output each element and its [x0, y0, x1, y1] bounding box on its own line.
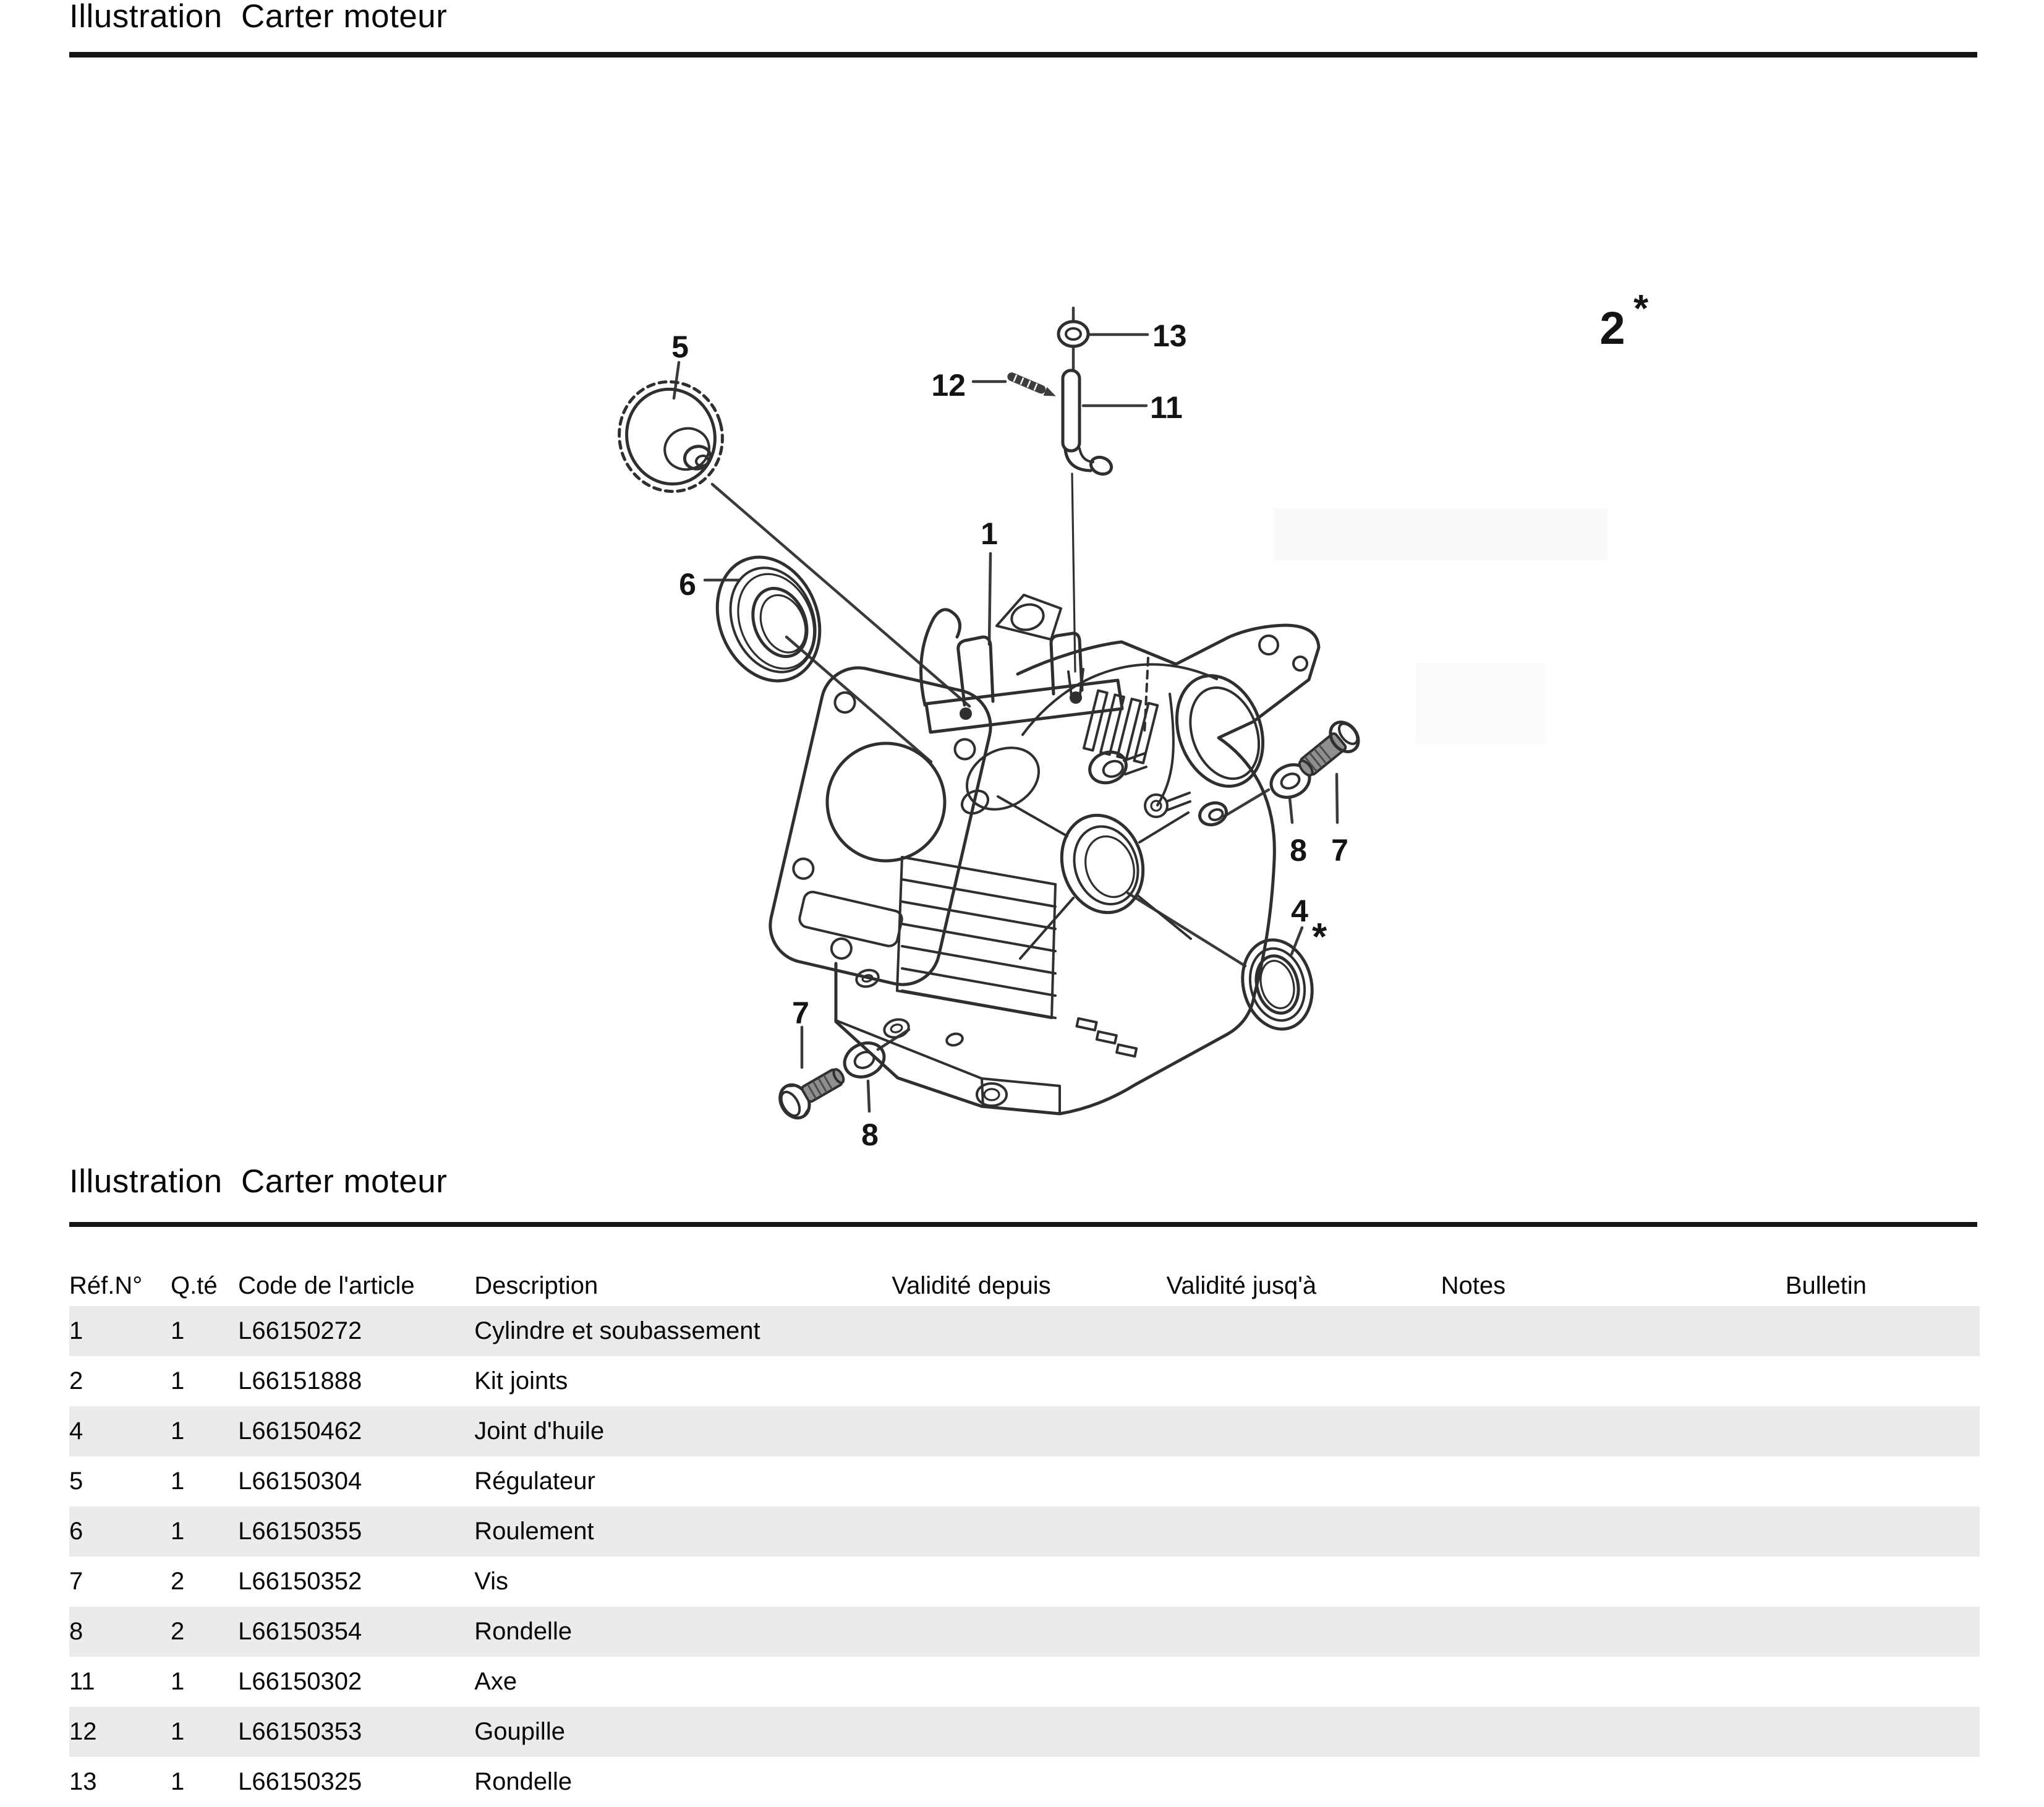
table-row — [69, 1657, 1980, 1707]
cell-qty: 1 — [171, 1367, 185, 1395]
col-desc: Description — [474, 1272, 598, 1299]
table-row — [69, 1607, 1980, 1657]
cell-ref: 5 — [69, 1467, 83, 1495]
col-code: Code de l'article — [238, 1272, 415, 1299]
callout-1: 1 — [981, 516, 998, 551]
cell-desc: Vis — [474, 1568, 509, 1595]
part-vis-bottom — [774, 1059, 850, 1123]
part-joint-huile-seal — [1233, 933, 1321, 1036]
part-vis-right — [1292, 717, 1364, 784]
part-cylindre-soubassement — [763, 595, 1319, 1114]
table-row — [69, 1356, 1980, 1406]
cell-qty: 1 — [171, 1317, 185, 1344]
cell-ref: 6 — [69, 1518, 83, 1545]
part-goupille-pin — [1006, 371, 1058, 400]
section-divider — [69, 1222, 1977, 1227]
col-valid-from: Validité depuis — [892, 1272, 1051, 1299]
cell-code: L66150354 — [238, 1618, 362, 1645]
cell-qty: 1 — [171, 1417, 185, 1445]
scan-artifact — [1274, 508, 1608, 560]
cell-desc: Kit joints — [474, 1367, 568, 1395]
cell-desc: Joint d'huile — [474, 1417, 605, 1445]
cell-desc: Cylindre et soubassement — [474, 1317, 760, 1344]
callout-5: 5 — [671, 330, 689, 364]
cell-desc: Rondelle — [474, 1618, 573, 1645]
cell-code: L66150272 — [238, 1317, 362, 1344]
table-row — [69, 1557, 1980, 1607]
cell-qty: 1 — [171, 1668, 185, 1695]
cell-ref: 13 — [69, 1768, 97, 1795]
scan-artifact — [1416, 663, 1546, 745]
callout-7-bottom: 7 — [792, 996, 809, 1030]
table-row — [69, 1707, 1980, 1757]
callout-6: 6 — [679, 567, 696, 602]
cell-code: L66150304 — [238, 1467, 362, 1495]
cell-code: L66150325 — [238, 1768, 362, 1795]
cell-ref: 7 — [69, 1568, 83, 1595]
table-header-row — [69, 1260, 1980, 1306]
callout-12: 12 — [931, 368, 966, 403]
callout-7-right: 7 — [1331, 833, 1348, 868]
callout-4: 4 — [1291, 894, 1308, 928]
part-rondelle-13 — [1058, 322, 1088, 346]
col-bulletin: Bulletin — [1785, 1272, 1867, 1299]
cell-ref: 4 — [69, 1417, 83, 1445]
callout-13: 13 — [1152, 318, 1187, 353]
col-valid-to: Validité jusq'à — [1166, 1272, 1317, 1299]
table-row — [69, 1306, 1980, 1356]
part-roulement-bearing — [699, 542, 838, 696]
cell-code: L66150302 — [238, 1668, 362, 1695]
cell-ref: 1 — [69, 1317, 83, 1344]
cell-qty: 1 — [171, 1467, 185, 1495]
table-row — [69, 1406, 1980, 1456]
cell-code: L66151888 — [238, 1367, 362, 1395]
cell-qty: 2 — [171, 1568, 185, 1595]
callout-8-right: 8 — [1290, 833, 1307, 868]
cell-qty: 1 — [171, 1718, 185, 1745]
col-notes: Notes — [1441, 1272, 1506, 1299]
part-rondelle-bottom — [839, 1036, 890, 1083]
cell-qty: 1 — [171, 1768, 185, 1795]
col-qty: Q.té — [171, 1272, 218, 1299]
cell-code: L66150352 — [238, 1568, 362, 1595]
leader-lines — [674, 308, 1337, 1111]
cell-ref: 2 — [69, 1367, 83, 1395]
parts-table — [69, 1260, 1980, 1807]
table-row — [69, 1506, 1980, 1557]
table-row — [69, 1757, 1980, 1807]
callout-2: 2 — [1599, 302, 1625, 354]
cell-code: L66150462 — [238, 1417, 362, 1445]
part-regulateur-gear — [607, 370, 735, 503]
cell-desc: Roulement — [474, 1518, 594, 1545]
col-ref: Réf.N° — [69, 1272, 143, 1299]
callout-11: 11 — [1150, 390, 1183, 425]
cell-desc: Rondelle — [474, 1768, 573, 1795]
callout-4-star: * — [1312, 916, 1327, 959]
cell-qty: 1 — [171, 1518, 185, 1545]
cell-desc: Goupille — [474, 1718, 565, 1745]
page-title: Illustration Carter moteur — [69, 0, 448, 35]
table-row — [69, 1456, 1980, 1506]
cell-ref: 11 — [69, 1668, 95, 1695]
section-title: Illustration Carter moteur — [69, 1163, 448, 1200]
cell-desc: Axe — [474, 1668, 517, 1695]
cell-ref: 8 — [69, 1618, 83, 1645]
cell-code: L66150353 — [238, 1718, 362, 1745]
cell-desc: Régulateur — [474, 1467, 595, 1495]
callout-2-star: * — [1633, 288, 1649, 330]
cell-ref: 12 — [69, 1718, 97, 1745]
cylinder-fins — [897, 857, 1055, 1018]
cell-qty: 2 — [171, 1618, 185, 1645]
callout-8-bottom: 8 — [861, 1117, 879, 1152]
cell-code: L66150355 — [238, 1518, 362, 1545]
